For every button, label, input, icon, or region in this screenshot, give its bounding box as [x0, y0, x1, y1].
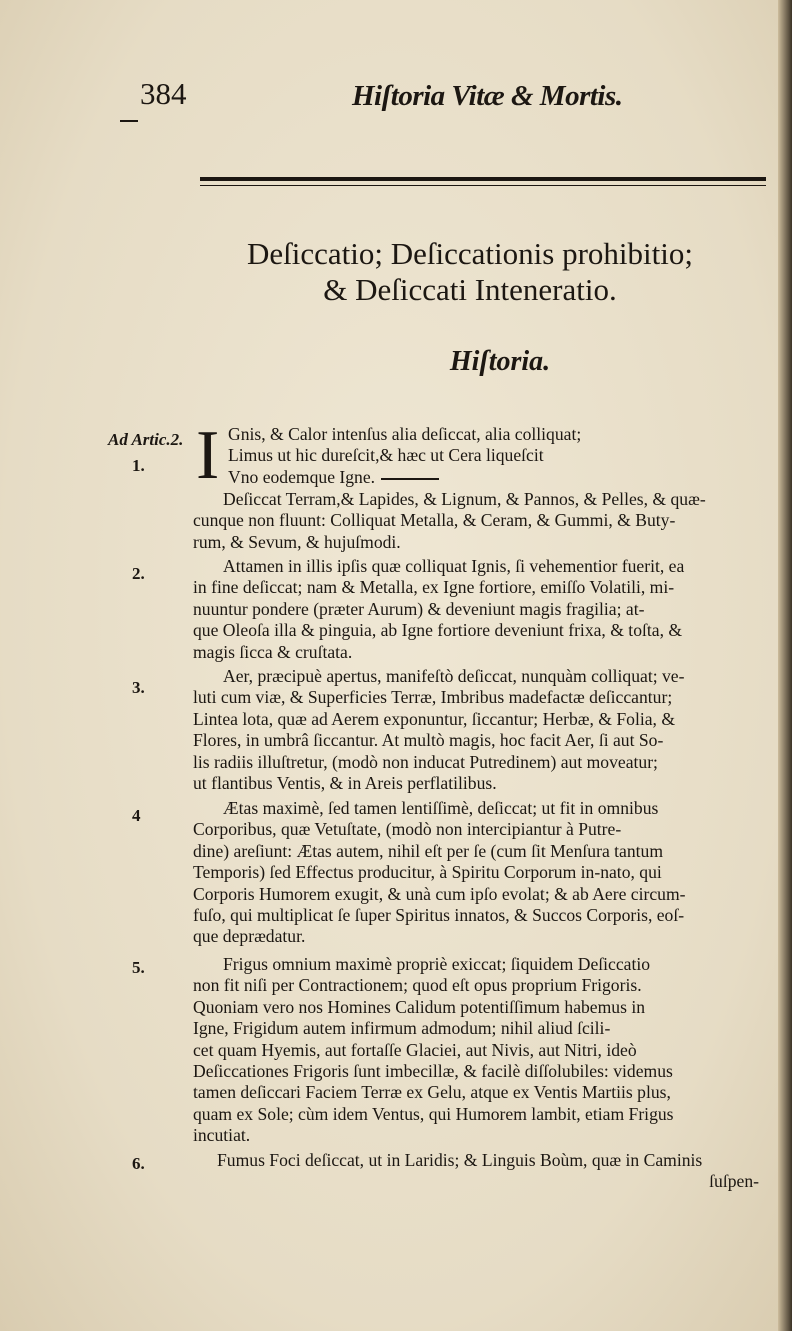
text-line: rum, & Sevum, & hujuſmodi. [193, 531, 401, 552]
text-line: que deprædatur. [193, 926, 306, 947]
text-line: Corporibus, quæ Vetuſtate, (modò non intercipiantur à Putre- [193, 819, 622, 840]
text-line: Igne, Frigidum autem infirmum admodum; nihil aliud ſcili- [193, 1018, 611, 1039]
paragraph [193, 1150, 765, 1193]
text-line: non fit niſi per Contractionem; quod eſt opus proprium Frigoris. [193, 975, 642, 996]
text-line: Temporis) ſed Effectus producitur, à Spiritu Corporum in-nato, qui [193, 862, 662, 883]
catchword: ſuſpen- [709, 1171, 759, 1192]
text-line: que Oleoſa illa & pinguia, ab Igne fortiore deveniunt frixa, & toſta, & [193, 620, 683, 641]
text-line: Vno eodemque Igne. [228, 467, 768, 488]
text-line: cunque non fluunt: Colliquat Metalla, & Ceram, & Gummi, & Buty- [193, 510, 676, 531]
paragraph [193, 666, 765, 794]
text-line: tamen deſiccari Faciem Terræ ex Gelu, atque ex Ventis Martiis plus, [193, 1082, 671, 1103]
paragraph-number: 6. [132, 1154, 145, 1173]
text-line: Flores, in umbrâ ſiccantur. At multò magis, hoc facit Aer, ſi aut So- [193, 730, 664, 751]
chapter-title [190, 236, 750, 308]
text-line: luti cum viæ, & Superficies Terræ, Imbribus madefactæ deſiccantur; [193, 687, 673, 708]
text-line: lis radiis illuſtretur, (modò non inducat Putredinem) aut moveatur; [193, 751, 658, 772]
text-line: Limus ut hic dureſcit,& hæc ut Cera liqueſcit [228, 445, 544, 466]
page-edge [778, 0, 792, 1331]
header-rule [200, 177, 766, 181]
paragraph-number: 1. [132, 456, 145, 475]
text-line: Aer, præcipuè apertus, manifeſtò deſiccat, nunquàm colliquat; ve- [223, 666, 685, 686]
chapter-title-line: Deſiccatio; Deſiccationis prohibitio; [247, 236, 693, 271]
text-line: fuſo, qui multiplicat ſe ſuper Spiritus innatos, & Succos Corporis, eoſ- [193, 905, 685, 926]
text-line: quam ex Sole; cùm idem Ventus, qui Humorem lambit, etiam Frigus [193, 1103, 674, 1124]
text-line: incutiat. [193, 1125, 251, 1146]
text-line: Attamen in illis ipſis quæ colliquat Ignis, ſi vehementior fuerit, ea [223, 556, 685, 576]
chapter-title-line: & Deſiccati Inteneratio. [323, 272, 617, 307]
text-line: Corporis Humorem exugit, & unà cum ipſo evolat; & ab Aere circum- [193, 883, 686, 904]
paragraph-number: 4 [132, 806, 141, 825]
text-line: Deſiccat Terram,& Lapides, & Lignum, & Pannos, & Pelles, & quæ- [223, 489, 706, 509]
page-number: 384 [140, 76, 187, 111]
drop-cap: I [196, 417, 220, 494]
section-heading: Hiſtoria. [449, 346, 551, 377]
text-line: Fumus Foci deſiccat, ut in Laridis; & Linguis Boùm, quæ in Caminis [217, 1150, 703, 1170]
paragraph-number: 5. [132, 958, 145, 977]
paragraph [228, 424, 768, 488]
text-line: dine) areſiunt: Ætas autem, nihil eſt per ſe (cum ſit Menſura tantum [193, 840, 664, 861]
text-line: Quoniam vero nos Homines Calidum potentiſſimum habemus in [193, 996, 646, 1017]
text-line: Frigus omnium maximè propriè exiccat; ſiquidem Deſiccatio [223, 954, 651, 974]
paragraph [193, 489, 765, 553]
text-line: ut flantibus Ventis, & in Areis perflatilibus. [193, 773, 497, 794]
text-line: Gnis, & Calor intenſus alia deſiccat, alia colliquat; [228, 424, 582, 444]
text-line: nuuntur pondere (præter Aurum) & deveniunt magis fragilia; at- [193, 598, 645, 619]
paragraph [193, 954, 765, 1147]
paragraph-number: 3. [132, 678, 145, 697]
paragraph [193, 798, 765, 948]
text-line: Deſiccationes Frigoris ſunt imbecillæ, & facilè diſſolubiles: videmus [193, 1061, 673, 1082]
paragraph-number: 2. [132, 564, 145, 583]
paragraph [193, 556, 765, 663]
text-line: magis ſicca & cruſtata. [193, 641, 353, 662]
text-line: Lintea lota, quæ ad Aerem exponuntur, ſiccantur; Herbæ, & Folia, & [193, 708, 676, 729]
text-line: Ætas maximè, ſed tamen lentiſſimè, deſiccat; ut fit in omnibus [223, 798, 659, 818]
running-head: Hiſtoria Vitæ & Mortis. [352, 80, 623, 112]
side-reference: Ad Artic.2. [108, 430, 184, 449]
margin-mark [120, 120, 138, 122]
header-rule-thin [200, 185, 766, 186]
text-line: in fine deſiccat; nam & Metalla, ex Igne fortiore, emiſſo Volatili, mi- [193, 577, 675, 598]
text-line: cet quam Hyemis, aut fortaſſe Glaciei, aut Nivis, aut Nitri, ideò [193, 1039, 637, 1060]
